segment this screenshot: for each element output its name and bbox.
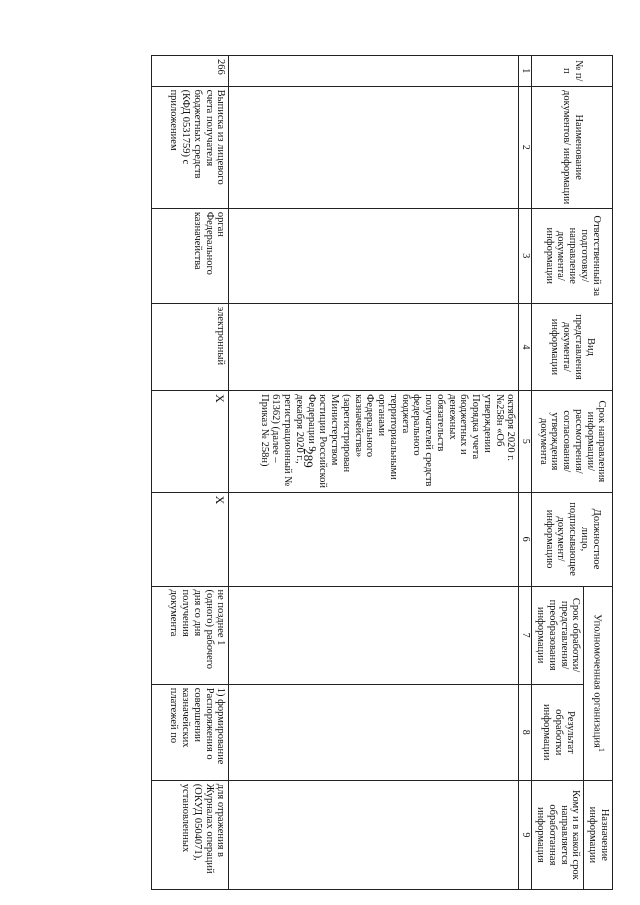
- header-processing-time: Срок обработки/ представления/ преобразования информации: [532, 586, 584, 684]
- column-number: 5: [519, 391, 532, 493]
- rotated-table-wrapper: [168, 55, 613, 890]
- cell-empty: [229, 208, 519, 303]
- cell-empty: [229, 86, 519, 208]
- row-processing-result: 1) формирование Распоряжения о совершении казначейских платежей по: [152, 684, 229, 780]
- continuation-row: [229, 56, 519, 890]
- header-authorized-org-label: Уполномоченная организация: [591, 614, 603, 748]
- cell-empty: [229, 586, 519, 684]
- header-row-1: [584, 56, 613, 890]
- row-responsible: орган Федерального казначейства: [152, 208, 229, 303]
- cell-empty: [229, 684, 519, 780]
- header-authorized-org: [584, 586, 613, 780]
- column-number: 4: [519, 303, 532, 390]
- column-number: 3: [519, 208, 532, 303]
- row-deadline: X: [152, 391, 229, 493]
- row-signer: X: [152, 492, 229, 586]
- header-recipient: Кому и в какой срок направляется обработанная информация: [532, 780, 584, 889]
- register-table: [152, 55, 614, 890]
- column-number: 1: [519, 56, 532, 87]
- column-numbers-row: [519, 56, 532, 890]
- column-number: 9: [519, 780, 532, 889]
- header-processing-result: Результат обработки информации: [532, 684, 584, 780]
- header-kind: Вид представления документа/ информации: [532, 303, 613, 390]
- row-kind: электронный: [152, 303, 229, 390]
- column-number: 8: [519, 684, 532, 780]
- header-footnote-mark: 1: [596, 747, 607, 753]
- column-number: 6: [519, 492, 532, 586]
- header-signer: Должностное лицо, подписывающее документ/ информацию: [532, 492, 613, 586]
- cell-empty: [229, 303, 519, 390]
- row-document-name: Выписка из лицевого счета получателя бюджетных средств (КФД 0531759) с приложением: [152, 86, 229, 208]
- table-row-266: [152, 56, 229, 890]
- row-number: 266: [152, 56, 229, 87]
- cell-empty: [229, 492, 519, 586]
- header-deadline: Срок направления информации/ рассмотрения/ согласования/ утверждения документа: [532, 391, 613, 493]
- header-number: № п/п: [532, 56, 613, 87]
- cell-empty: [229, 780, 519, 889]
- page-number: 289: [301, 448, 316, 468]
- column-number: 2: [519, 86, 532, 208]
- continuation-deadline-text: октября 2020 г. №258н «Об утверждении Порядка учета бюджетных и денежных обязательств получателей средств федерального бюджета территориальными органами Федерального казначейства» (зарегистрирован Министерством юстиции Российской Федерации 9 декабря 2020 г., регистрационный № 61362) (далее – Приказ № 258н): [229, 391, 519, 493]
- header-purpose: Назначение информации: [584, 780, 613, 889]
- header-document-name: Наименование документов/ информации: [532, 86, 613, 208]
- header-responsible: Ответственный за подготовку/ направление документа/ информации: [532, 208, 613, 303]
- column-number: 7: [519, 586, 532, 684]
- row-recipient: для отражения в Журналах операций (ОКУД 0504071), установленных: [152, 780, 229, 889]
- row-processing-time: не позднее 1 (одного) рабочего дня со дня получения документа: [152, 586, 229, 684]
- cell-empty: [229, 56, 519, 87]
